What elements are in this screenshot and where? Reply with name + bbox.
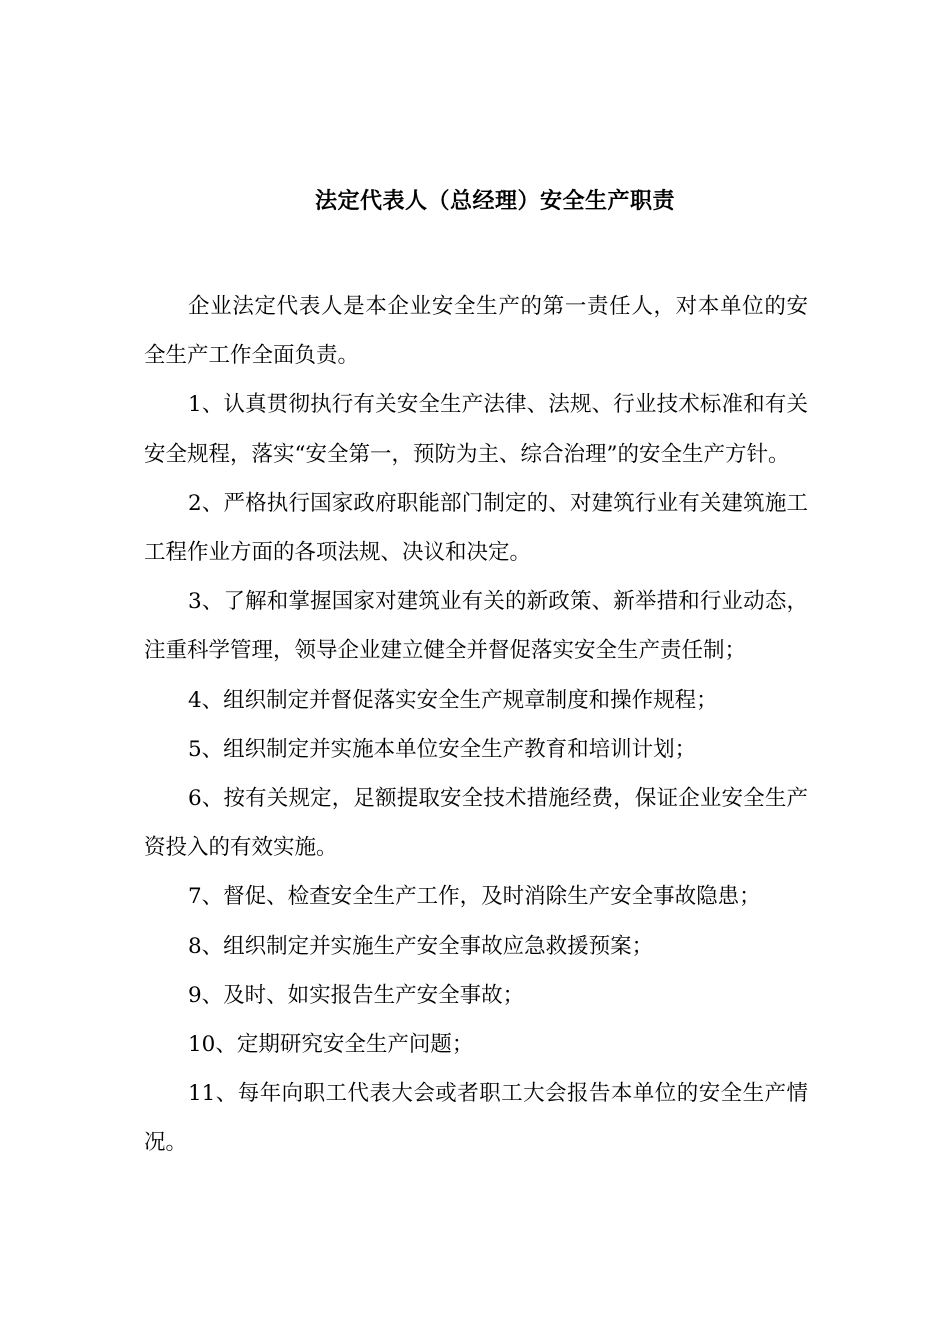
duty-item-2: 2、严格执行国家政府职能部门制定的、对建筑行业有关建筑施工工程作业方面的各项法规、决议和决定。 xyxy=(144,490,808,566)
duty-item-7: 7、督促、检查安全生产工作，及时消除生产安全事故隐患； xyxy=(188,884,761,910)
duty-item-1: 1、认真贯彻执行有关安全生产法律、法规、行业技术标准和有关安全规程，落实“安全第一，预防为主、综合治理”的安全生产方针。 xyxy=(144,392,808,467)
duty-item-6: 6、按有关规定，足额提取安全技术措施经费，保证企业安全生产资投入的有效实施。 xyxy=(144,786,808,861)
intro-paragraph: 企业法定代表人是本企业安全生产的第一责任人，对本单位的安全生产工作全面负责。 xyxy=(144,294,808,369)
duty-item-11: 11、每年向职工代表大会或者职工大会报告本单位的安全生产情况。 xyxy=(144,1081,808,1156)
duty-item-10: 10、定期研究安全生产问题； xyxy=(188,1032,474,1058)
duty-item-4: 4、组织制定并督促落实安全生产规章制度和操作规程； xyxy=(188,687,718,713)
duty-item-3: 3、了解和掌握国家对建筑业有关的新政策、新举措和行业动态，注重科学管理，领导企业建立健全并督促落实安全生产责任制； xyxy=(144,589,808,664)
document-title: 法定代表人（总经理）安全生产职责 xyxy=(314,188,675,214)
document-body xyxy=(144,282,808,1168)
duty-item-5: 5、组织制定并实施本单位安全生产教育和培训计划； xyxy=(188,736,697,762)
duty-item-9: 9、及时、如实报告生产安全事故； xyxy=(188,982,525,1008)
duty-item-8: 8、组织制定并实施生产安全事故应急救援预案； xyxy=(188,933,654,959)
